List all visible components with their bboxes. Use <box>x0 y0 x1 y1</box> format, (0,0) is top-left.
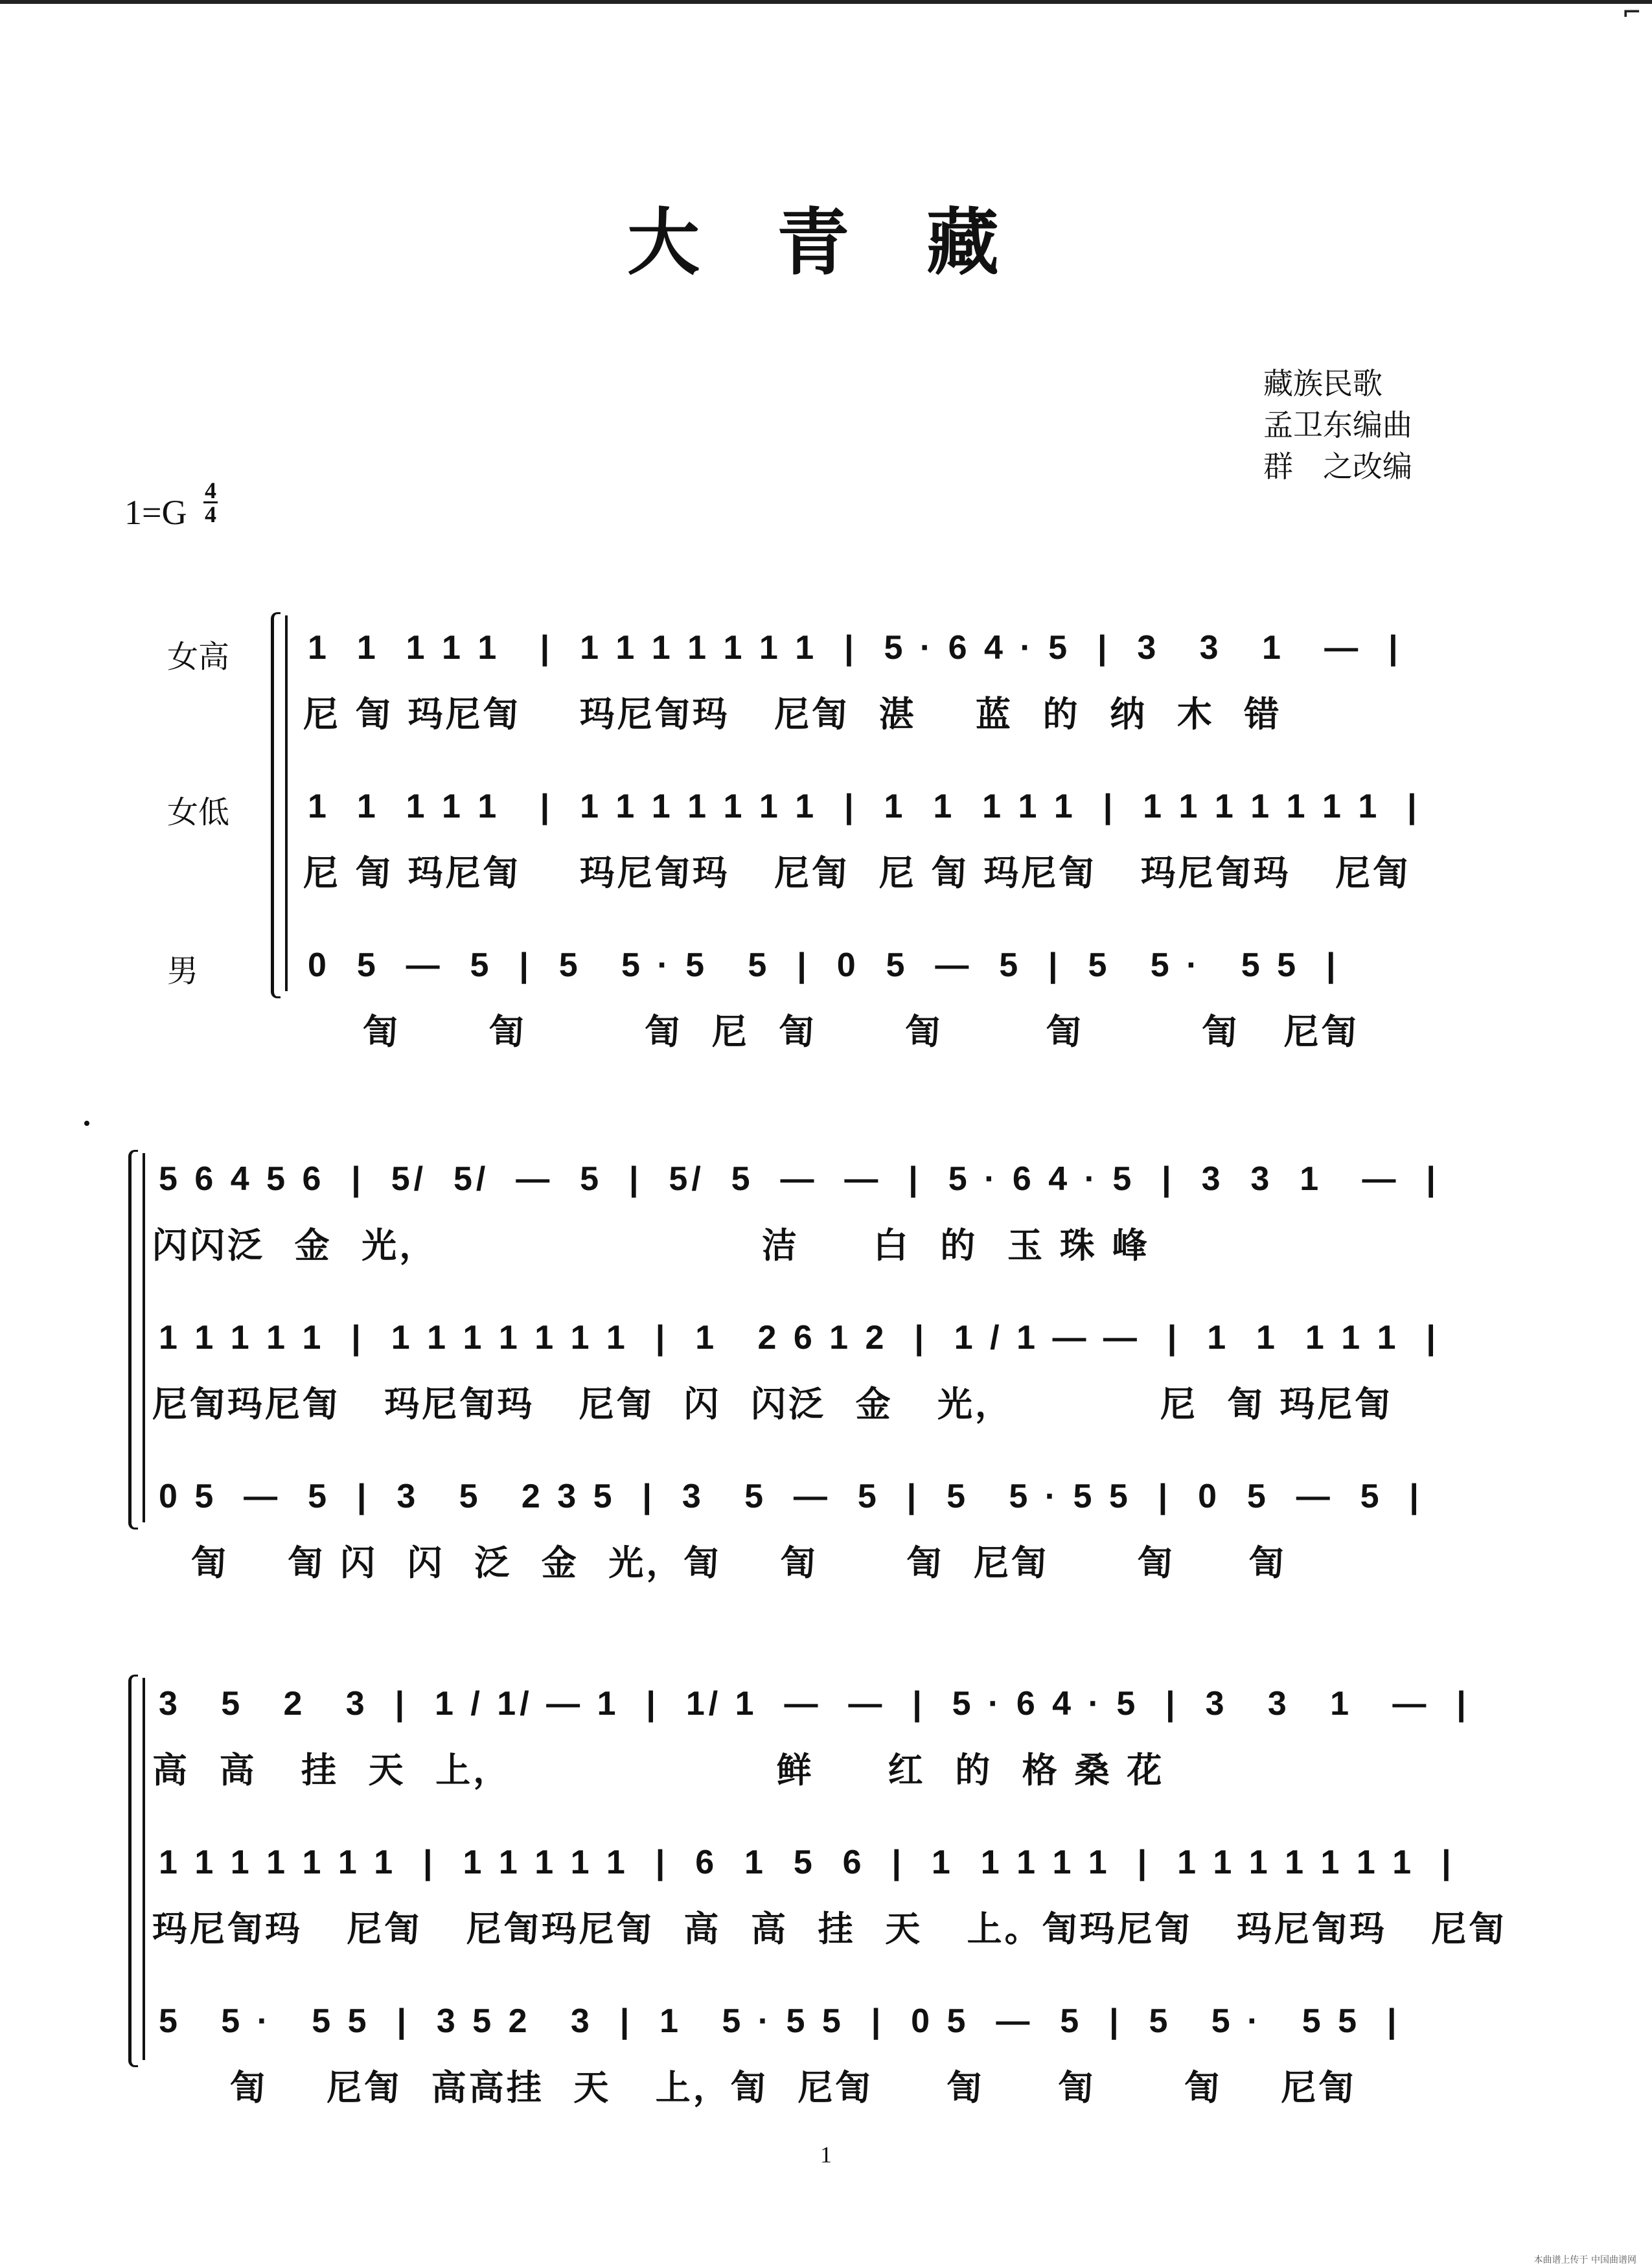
credit-origin: 藏族民歌 <box>1263 366 1382 401</box>
staff-male-notes: 5 5 · 5 5 | 3 5 2 3 | 1 5 · 5 5 | 0 5 — 5 | 5 5 · 5 5 | <box>159 2002 1401 2040</box>
top-border-line <box>0 0 1652 4</box>
song-title: 大 青 藏 <box>627 201 1025 285</box>
staff-male-lyrics: 訇 訇 訇 尼 訇 訇 訇 訇 尼訇 <box>363 1011 1359 1052</box>
staff-alto-notes: 1 1 1 1 1 | 1 1 1 1 1 1 1 | 1 1 1 1 1 | 1 1 1 1 1 1 1 | <box>308 788 1421 825</box>
system-barline <box>285 615 288 991</box>
staff-soprano-notes: 1 1 1 1 1 | 1 1 1 1 1 1 1 | 5 · 6 4 · 5 | 3 3 1 — | <box>308 629 1402 667</box>
staff-soprano-lyrics: 闪闪泛 金 光， 洁 白 的 玉 珠 峰 <box>152 1224 1150 1266</box>
stray-dot <box>84 1121 89 1126</box>
credit-adapter: 群 之改编 <box>1263 449 1412 484</box>
time-signature-top: 4 <box>205 477 216 503</box>
system-barline <box>143 1678 145 2060</box>
system-brace <box>128 1675 138 2067</box>
staff-alto-lyrics: 尼訇玛尼訇 玛尼訇玛 尼訇 闪 闪泛 金 光， 尼 訇 玛尼訇 <box>152 1383 1393 1425</box>
system-brace <box>128 1150 138 1529</box>
staff-male-lyrics: 訇 尼訇 高高挂 天 上，訇 尼訇 訇 訇 訇 尼訇 <box>230 2067 1357 2108</box>
credit-arranger: 孟卫东编曲 <box>1263 407 1412 442</box>
page-number: 1 <box>820 2142 832 2168</box>
key-signature <box>124 477 216 533</box>
time-signature <box>201 479 220 525</box>
staff-male-notes: 0 5 — 5 | 5 5 · 5 5 | 0 5 — 5 | 5 5 · 5 5 | <box>308 946 1340 984</box>
voice-label-male: 男 <box>167 953 199 989</box>
staff-alto-notes: 1 1 1 1 1 1 1 | 1 1 1 1 1 | 6 1 5 6 | 1 1 1 1 1 | 1 1 1 1 1 1 1 | <box>159 1844 1455 1881</box>
staff-soprano-lyrics: 尼 訇 玛尼訇 玛尼訇玛 尼訇 湛 蓝 的 纳 木 错 <box>303 693 1282 735</box>
staff-male-notes: 0 5 — 5 | 3 5 2 3 5 | 3 5 — 5 | 5 5 · 5 5 | 0 5 — 5 | <box>159 1478 1423 1515</box>
footer-watermark: 本曲谱上传于 中国曲谱网 <box>1533 2255 1636 2265</box>
credits-block <box>1263 363 1412 487</box>
staff-soprano-notes: 5 6 4 5 6 | 5/ 5/ — 5 | 5/ 5 — — | 5 · 6 4 · 5 | 3 3 1 — | <box>159 1160 1440 1198</box>
staff-alto-lyrics: 玛尼訇玛 尼訇 尼訇玛尼訇 高 高 挂 天 上。訇玛尼訇 玛尼訇玛 尼訇 <box>152 1908 1507 1949</box>
key-label: 1=G <box>124 493 187 532</box>
system-brace <box>271 612 281 998</box>
staff-soprano-notes: 3 5 2 3 | 1 / 1/ — 1 | 1/ 1 — — | 5 · 6 4 · 5 | 3 3 1 — | <box>159 1685 1470 1723</box>
time-signature-bottom: 4 <box>205 501 216 527</box>
staff-alto-notes: 1 1 1 1 1 | 1 1 1 1 1 1 1 | 1 2 6 1 2 | 1 / 1 — — | 1 1 1 1 1 | <box>159 1319 1440 1357</box>
corner-bracket-mark: ⌐ <box>1623 0 1640 29</box>
system-barline <box>143 1153 145 1522</box>
voice-label-soprano: 女高 <box>167 639 230 675</box>
staff-male-lyrics: 訇 訇 闪 闪 泛 金 光，訇 訇 訇 尼訇 訇 訇 <box>191 1542 1287 1583</box>
staff-soprano-lyrics: 高 高 挂 天 上， 鲜 红 的 格 桑 花 <box>152 1749 1165 1791</box>
voice-label-alto: 女低 <box>167 794 230 830</box>
staff-alto-lyrics: 尼 訇 玛尼訇 玛尼訇玛 尼訇 尼 訇 玛尼訇 玛尼訇玛 尼訇 <box>303 852 1411 893</box>
